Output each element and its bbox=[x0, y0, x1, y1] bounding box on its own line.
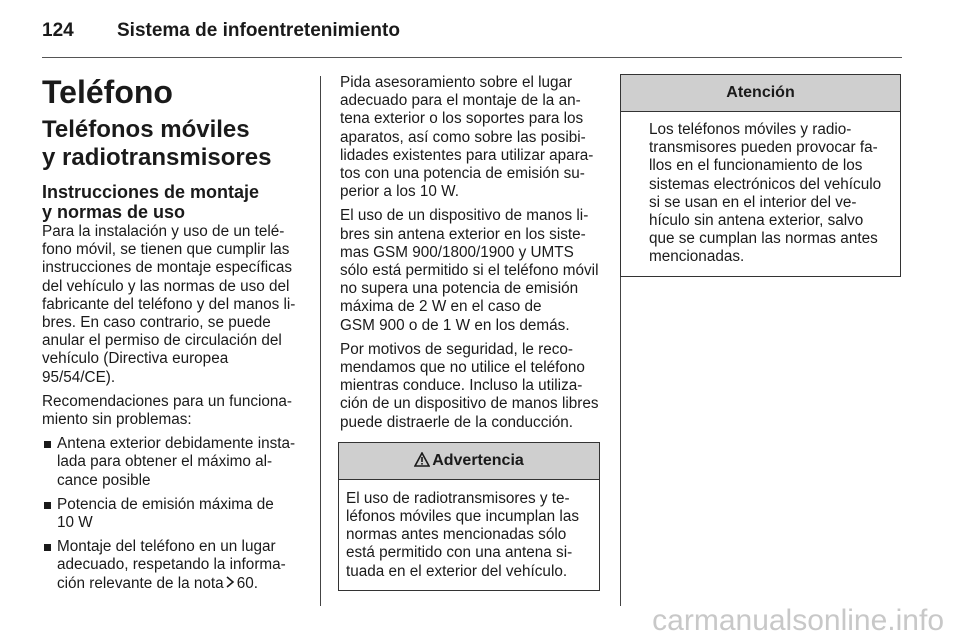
reference-page-link[interactable]: 60. bbox=[236, 574, 258, 592]
header-rule bbox=[42, 57, 902, 58]
list-item: Montaje del teléfono en un lugar adecuado, respetando la informa- ción relevante de la nota 60. bbox=[42, 538, 307, 593]
warning-box-title: Advertencia bbox=[339, 443, 599, 480]
attention-box-title: Atención bbox=[621, 75, 900, 112]
paragraph-antenna-advice: Pida asesoramiento sobre el lugar adecuado para el montaje de la an- tena exterior o los soportes para los aparatos, así como sobre las posibi- lidades existentes para utilizar apara- tos con una potencia de emisión su- perior a los 10 W. bbox=[340, 74, 594, 201]
topic-title: Instrucciones de montaje y normas de uso bbox=[42, 182, 260, 222]
reference-arrow-icon[interactable] bbox=[226, 575, 235, 593]
recommendations-list bbox=[42, 435, 307, 593]
section-title: Teléfono bbox=[42, 74, 173, 110]
paragraph-installation: Para la instalación y uso de un telé- fono móvil, se tienen que cumplir las instrucciones de montaje específicas del vehículo y las normas de uso del fabricante del teléfono y del manos li- bres. En caso contrario, se puede anular el permiso de circulación del vehículo (Directiva europea 95/54/CE). bbox=[42, 223, 296, 386]
column-3 bbox=[620, 74, 902, 277]
paragraph-safety: Por motivos de seguridad, le reco- mendamos que no utilice el teléfono mientras conduce. Incluso la utiliza- ción de un dispositivo de manos libres puede distraerle de la conducción. bbox=[340, 340, 599, 431]
page-number: 124 bbox=[42, 20, 74, 41]
paragraph-handsfree: El uso de un dispositivo de manos li- bres sin antena exterior en los siste- mas GSM 900/1800/1900 y UMTS sólo está permitido si el teléfono móvil no supera una potencia de emisión máxima de 2 W en el caso de GSM 900 o de 1 W en los demás. bbox=[340, 207, 599, 334]
attention-box bbox=[620, 74, 901, 277]
header-title: Sistema de infoentretenimiento bbox=[117, 20, 400, 41]
subsection-title: Teléfonos móviles y radiotransmisores bbox=[42, 116, 272, 171]
attention-box-body: Los teléfonos móviles y radio- transmisores pueden provocar fa- llos en el funcionamiento de los sistemas electrónicos del vehículo si se usan en el interior del ve- hículo sin antena exterior, salvo que se cumplan las normas antes mencionadas. bbox=[649, 121, 882, 266]
warning-box-body: El uso de radiotransmisores y te- léfonos móviles que incumplan las normas antes mencionadas sólo está permitido con una antena si- tuada en el exterior del vehículo. bbox=[346, 489, 579, 580]
paragraph-recommendations: Recomendaciones para un funciona- miento sin problemas: bbox=[42, 392, 293, 429]
list-item: Antena exterior debidamente insta- lada para obtener el máximo al- cance posible bbox=[42, 435, 307, 490]
warning-triangle-icon bbox=[414, 445, 430, 481]
list-item: Potencia de emisión máxima de 10 W bbox=[42, 496, 307, 532]
column-2 bbox=[340, 74, 602, 591]
column-1 bbox=[42, 72, 307, 599]
warning-box bbox=[338, 442, 600, 591]
page-header bbox=[42, 14, 920, 50]
column-divider-1 bbox=[320, 76, 321, 606]
watermark: carmanualsonline.info bbox=[652, 604, 944, 637]
